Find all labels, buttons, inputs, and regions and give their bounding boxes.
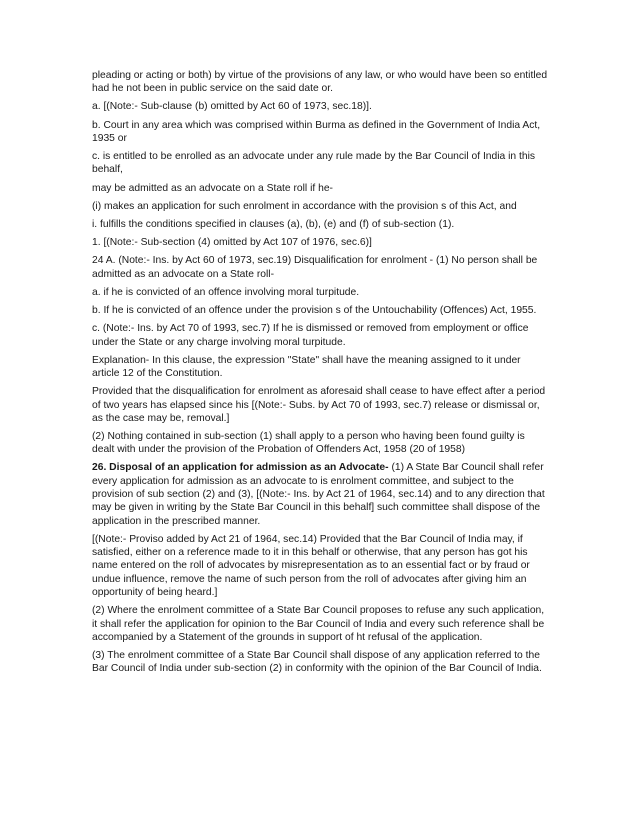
document-paragraph [92, 182, 548, 195]
paragraph-text: 1. [(Note:- Sub-section (4) omitted by Act 107 of 1976, sec.6)] [92, 237, 372, 249]
document-paragraph [92, 385, 548, 425]
paragraph-text: (i) makes an application for such enrolment in accordance with the provision s of this Act, and [92, 200, 517, 212]
document-paragraph [92, 354, 548, 381]
document-paragraph [92, 322, 548, 349]
paragraph-text: a. [(Note:- Sub-clause (b) omitted by Act 60 of 1973, sec.18)]. [92, 101, 372, 113]
paragraph-text: (2) Nothing contained in sub-section (1) shall apply to a person who having been found guilty is dealt with under the provision of the Probation of Offenders Act, 1958 (20 of 1958) [92, 431, 525, 456]
document-paragraph [92, 430, 548, 457]
paragraph-text: (1) A State Bar Council shall refer every application for admission as an advocate to is enrolment committee, and subject to the provision of sub section (2) and (3), [(Note:- Ins. by Act 21 of 1964, sec.14) and to any direction that may be given in writing by the State Bar Council in this behalf] such committee shall dispose of the application in the prescribed manner. [92, 462, 545, 527]
document-paragraph [92, 461, 548, 527]
paragraph-text: c. is entitled to be enrolled as an advocate under any rule made by the Bar Council of India in this behalf, [92, 151, 536, 176]
document-paragraph [92, 218, 548, 231]
document-paragraph [92, 150, 548, 177]
document-paragraph [92, 69, 548, 96]
paragraph-text: Explanation- In this clause, the expression "State" shall have the meaning assigned to it under article 12 of the Constitution. [92, 354, 521, 380]
paragraph-text: may be admitted as an advocate on a State roll if he- [92, 182, 333, 194]
document-paragraph [92, 100, 548, 113]
paragraph-text: Provided that the disqualification for enrolment as aforesaid shall cease to have effect after a period of two years has elapsed since his [(Note:- Subs. by Act 70 of 1993, sec.7) release or dismissal or, as the case may be, removal.] [92, 386, 546, 424]
paragraph-text: b. If he is convicted of an offence under the provision s of the Untouchability (Offences) Act, 1955. [92, 305, 537, 317]
paragraph-text: pleading or acting or both) by virtue of the provisions of any law, or who would have been so entitled had he not been in public service on the said date or. [92, 70, 548, 95]
document-paragraph [92, 119, 548, 146]
paragraph-text: 24 A. (Note:- Ins. by Act 60 of 1973, sec.19) Disqualification for enrolment - (1) No person shall be admitted as an advocate on a State roll- [92, 255, 538, 280]
document-body [92, 69, 548, 681]
document-paragraph [92, 604, 548, 644]
document-paragraph [92, 304, 548, 317]
paragraph-text: (3) The enrolment committee of a State Bar Council shall dispose of any application referred to the Bar Council of India under sub-section (2) in conformity with the opinion of the Bar Council of India. [92, 650, 542, 675]
section-heading: 26. Disposal of an application for admission as an Advocate- [92, 462, 389, 474]
document-paragraph [92, 254, 548, 281]
paragraph-text: a. if he is convicted of an offence involving moral turpitude. [92, 286, 360, 298]
document-paragraph [92, 286, 548, 299]
document-paragraph [92, 236, 548, 249]
document-paragraph [92, 200, 548, 213]
document-paragraph [92, 533, 548, 599]
paragraph-text: [(Note:- Proviso added by Act 21 of 1964, sec.14) Provided that the Bar Council of India may, if satisfied, either on a reference made to it in this behalf or otherwise, that any person has got his name entered on the roll of advocates by misrepresentation as to an essential fact or by fraud or undue influence, remove the name of such person from the roll of advocates after giving him an opportunity of being heard.] [92, 533, 530, 599]
paragraph-text: i. fulfills the conditions specified in clauses (a), (b), (e) and (f) of sub-section (1). [92, 219, 455, 231]
paragraph-text: b. Court in any area which was comprised within Burma as defined in the Government of India Act, 1935 or [92, 119, 541, 144]
paragraph-text: c. (Note:- Ins. by Act 70 of 1993, sec.7) If he is dismissed or removed from employment or office under the State or any charge involving moral turpitude. [92, 323, 529, 348]
paragraph-text: (2) Where the enrolment committee of a State Bar Council proposes to refuse any such application, it shall refer the application for opinion to the Bar Council of India and every such reference shall be accompanied by a Statement of the grounds in support of ht refusal of the application. [92, 605, 545, 643]
document-paragraph [92, 649, 548, 676]
